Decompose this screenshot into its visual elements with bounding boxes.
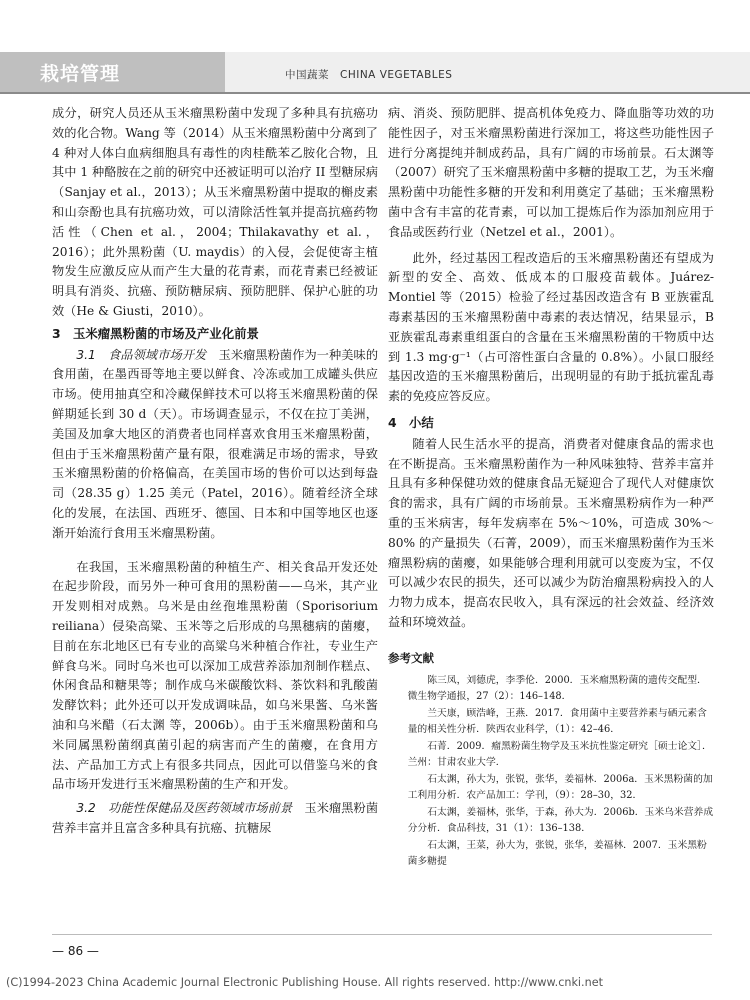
journal-title: 中国蔬菜 CHINA VEGETABLES [285, 69, 453, 81]
header-divider [0, 92, 750, 94]
page-header [0, 52, 750, 92]
reference-item: 石菁．2009．瘤黑粉菌生物学及玉米抗性鉴定研究［硕士论文］．兰州：甘肃农业大学． [407, 740, 712, 769]
right-column [388, 104, 714, 871]
section-banner [0, 52, 225, 92]
paragraph-anticancer: 成分，研究人员还从玉米瘤黑粉菌中发现了多种具有抗癌功效的化合物。Wang 等（2014）从玉米瘤黑粉菌中分离到了 4 种对人体白血病细胞具有毒性的肉桂酰苯乙胺化合物，且其中 1 种酪胺在之前的研究中还被证明可以治疗 II 型糖尿病（Sanjay et al.，2013）；从玉米瘤黑粉菌中提取的槲皮素和山奈酚也具有抗癌功效，可以清除活性氧并提高抗癌药物活性（Chen et al.，2004；Thilakavathy et al.，2016）；此外黑粉菌（U. maydis）的入侵，会促使寄主植物发生应激反应从而产生大量的花青素，而花青素已经被证明具有消炎、抗癌、预防糖尿病、预防肥胖、保护心脏的功效（He & Giusti，2010）。 [52, 106, 378, 318]
copyright-notice: (C)1994-2023 China Academic Journal Electronic Publishing House. All rights reserved. http://www.cnki.net [6, 976, 603, 989]
left-column [52, 104, 378, 839]
references-heading: 参考文献 [388, 650, 434, 665]
subsection-3-1-text: 玉米瘤黑粉菌作为一种美味的食用菌，在墨西哥等地主要以鲜食、冷冻或加工成罐头供应市场。使用抽真空和冷藏保鲜技术可以将玉米瘤黑粉菌的保鲜期延长到 30 d（天）。市场调查显示，不仅在拉丁美洲，美国及加拿大地区的消费者也同样喜欢食用玉米瘤黑粉菌，但由于玉米瘤黑粉菌产量有限，很难满足市场的需求，导致玉米瘤黑粉菌的价格偏高，在美国市场的售价可以达到每盎司（28.35 g）1.25 美元（Patel，2016）。随着经济全球化的发展，在法国、西班牙、德国、日本和中国等地区也逐渐开始流行食用玉米瘤黑粉菌。 [52, 347, 379, 540]
reference-item: 兰天康，顾浩峰，王燕．2017．食用菌中主要营养素与硒元素含量的相关性分析．陕西农业科学，（1）：42–46． [407, 707, 707, 736]
paragraph-food-market [52, 346, 378, 544]
paragraph-functional-factors: 病、消炎、预防肥胖、提高机体免疫力、降血脂等功效的功能性因子，对玉米瘤黑粉菌进行深加工，将这些功能性因子进行分离提纯并制成药品，具有广阔的市场前景。石太渊等（2007）研究了玉米瘤黑粉菌中多糖的提取工艺，为玉米瘤黑粉菌中功能性多糖的开发和利用奠定了基础；玉米瘤黑粉菌中含有丰富的花青素，可以加工提炼后作为添加剂应用于食品或医药行业（Netzel et al.，2001）。 [388, 106, 714, 239]
reference-item: 陈三凤，刘德虎，李季伦．2000．玉米瘤黑粉菌的遗传交配型．微生物学通报，27（2）：146–148． [407, 674, 707, 703]
page-number: — 86 — [52, 944, 99, 958]
footer-divider [52, 934, 712, 935]
subsection-3-2-text: 玉米瘤黑粉菌营养丰富并且富含多种具有抗癌、抗糖尿 [52, 801, 379, 835]
reference-item: 石太渊，王菜，孙大为，张锐，张华，姜福林．2007．玉米黑粉菌多糖提 [407, 839, 707, 868]
reference-item: 石太渊，孙大为，张锐，张华，姜福林．2006a．玉米黑粉菌的加工利用分析．农产品加工：学刊，（9）：28–30，32． [407, 773, 713, 802]
section-title: 栽培管理 [40, 63, 121, 85]
paragraph-health-products [52, 799, 378, 839]
paragraph-vaccine: 此外，经过基因工程改造后的玉米瘤黑粉菌还有望成为新型的安全、高效、低成本的口服疫苗载体。Juárez-Montiel 等（2015）检验了经过基因改造含有 B 亚族霍乱毒素基因的玉米瘤黑粉菌中毒素的表达情况，结果显示，B 亚族霍乱毒素重组蛋白的含量在玉米瘤黑粉菌的干物质中达到 1.3 mg·g⁻¹（占可溶性蛋白含量的 0.8%）。小鼠口服经基因改造的玉米瘤黑粉菌后，出现明显的有助于抵抗霍乱毒素的免疫应答反应。 [388, 250, 714, 404]
journal-banner [225, 52, 750, 92]
reference-item: 石太渊，姜福林，张华，于森，孙大为．2006b．玉米乌米营养成分分析．食品科技，31（1）：136–138． [407, 806, 714, 835]
section-4-heading: 4 小结 [388, 414, 434, 430]
subsection-3-2-title: 3.2 功能性保健品及医药领域市场前景 [76, 801, 293, 816]
subsection-3-1-title: 3.1 食品领域市场开发 [76, 347, 207, 362]
paragraph-china-market: 在我国，玉米瘤黑粉菌的种植生产、相关食品开发还处在起步阶段，而另外一种可食用的黑粉菌——乌米，其产业开发则相对成熟。乌米是由丝孢堆黑粉菌（Sporisorium reiliana）侵染高粱、玉米等之后形成的乌黑穗病的菌瘿，目前在东北地区已有专业的高粱乌米种植合作社，专业生产鲜食乌米。同时乌米也可以深加工成营养添加剂制作糕点、休闲食品和糖果等；制作成乌米碳酸饮料、茶饮料和乳酸菌发酵饮料；此外还可以开发成调味品，如乌米果酱、乌米酱油和乌米醋（石太渊 等，2006b）。由于玉米瘤黑粉菌和乌米同属黑粉菌纲真菌引起的病害而产生的菌瘿，在食用方法、产品加工方式上有很多共同点，因此可以借鉴乌米的食品市场开发进行玉米瘤黑粉菌的生产和开发。 [52, 559, 378, 792]
paragraph-summary: 随着人民生活水平的提高，消费者对健康食品的需求也在不断提高。玉米瘤黑粉菌作为一种风味独特、营养丰富并且具有多种保健功效的健康食品无疑迎合了现代人对健康饮食的需求，具有广阔的市场前景。玉米瘤黑粉病作为一种严重的玉米病害，每年发病率在 5%～10%，可造成 30%～80% 的产量损失（石菁，2009），而玉米瘤黑粉菌作为玉米瘤黑粉病的菌瘿，如果能够合理利用就可以变废为宝，不仅可以减少农民的损失，还可以减少为防治瘤黑粉病投入的人力物力成本，提高农民收入，具有深远的社会效益、经济效益和环境效益。 [388, 436, 714, 629]
section-3-heading: 3 玉米瘤黑粉菌的市场及产业化前景 [52, 325, 259, 341]
